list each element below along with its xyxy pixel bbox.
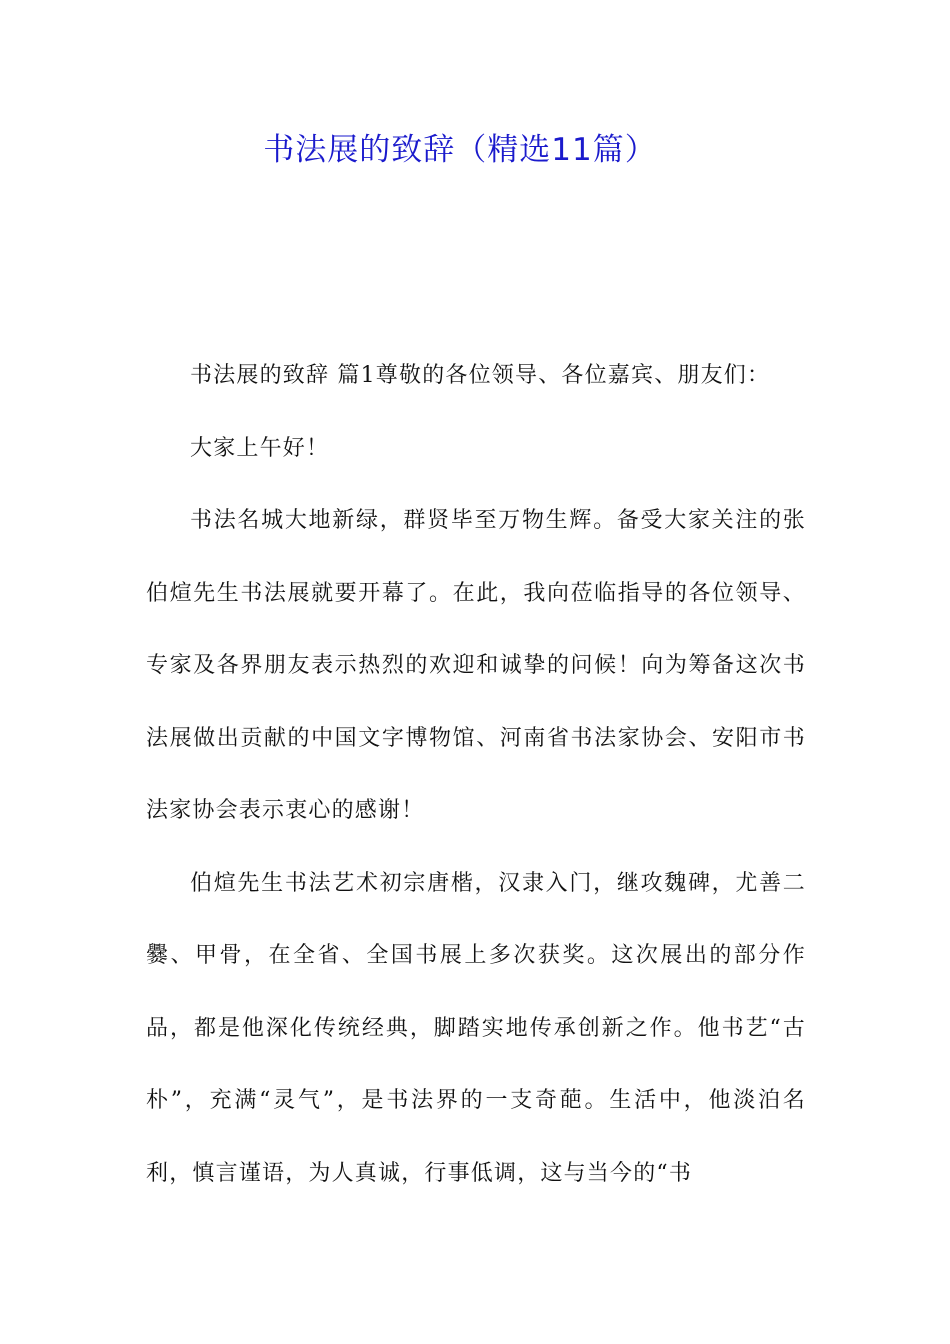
paragraph-greeting: 大家上午好！ <box>190 435 330 461</box>
paragraph-welcome: 书法名城大地新绿，群贤毕至万物生辉。备受大家关注的张伯煊先生书法展就要开幕了。在此，我向莅临指导的各位领导、专家及各界朋友表示热烈的欢迎和诚挚的问候！向为筹备这次书法展做出贡献的中国文字博物馆、河南省书法家协会、安阳市书法家协会表示衷心的感谢！ <box>146 508 806 823</box>
document-title: 书法展的致辞（精选11篇） <box>263 132 657 168</box>
paragraph-salutation: 书法展的致辞 篇1尊敬的各位领导、各位嘉宾、朋友们： <box>190 363 771 388</box>
paragraph-artist-intro: 伯煊先生书法艺术初宗唐楷，汉隶入门，继攻魏碑，尤善二爨、甲骨，在全省、全国书展上多次获奖。这次展出的部分作品，都是他深化传统经典，脚踏实地传承创新之作。他书艺“古朴”，充满“灵气”，是书法界的一支奇葩。生活中，他淡泊名利，慎言谨语，为人真诚，行事低调，这与当今的“书 <box>146 870 806 1186</box>
document-body <box>146 340 806 1210</box>
